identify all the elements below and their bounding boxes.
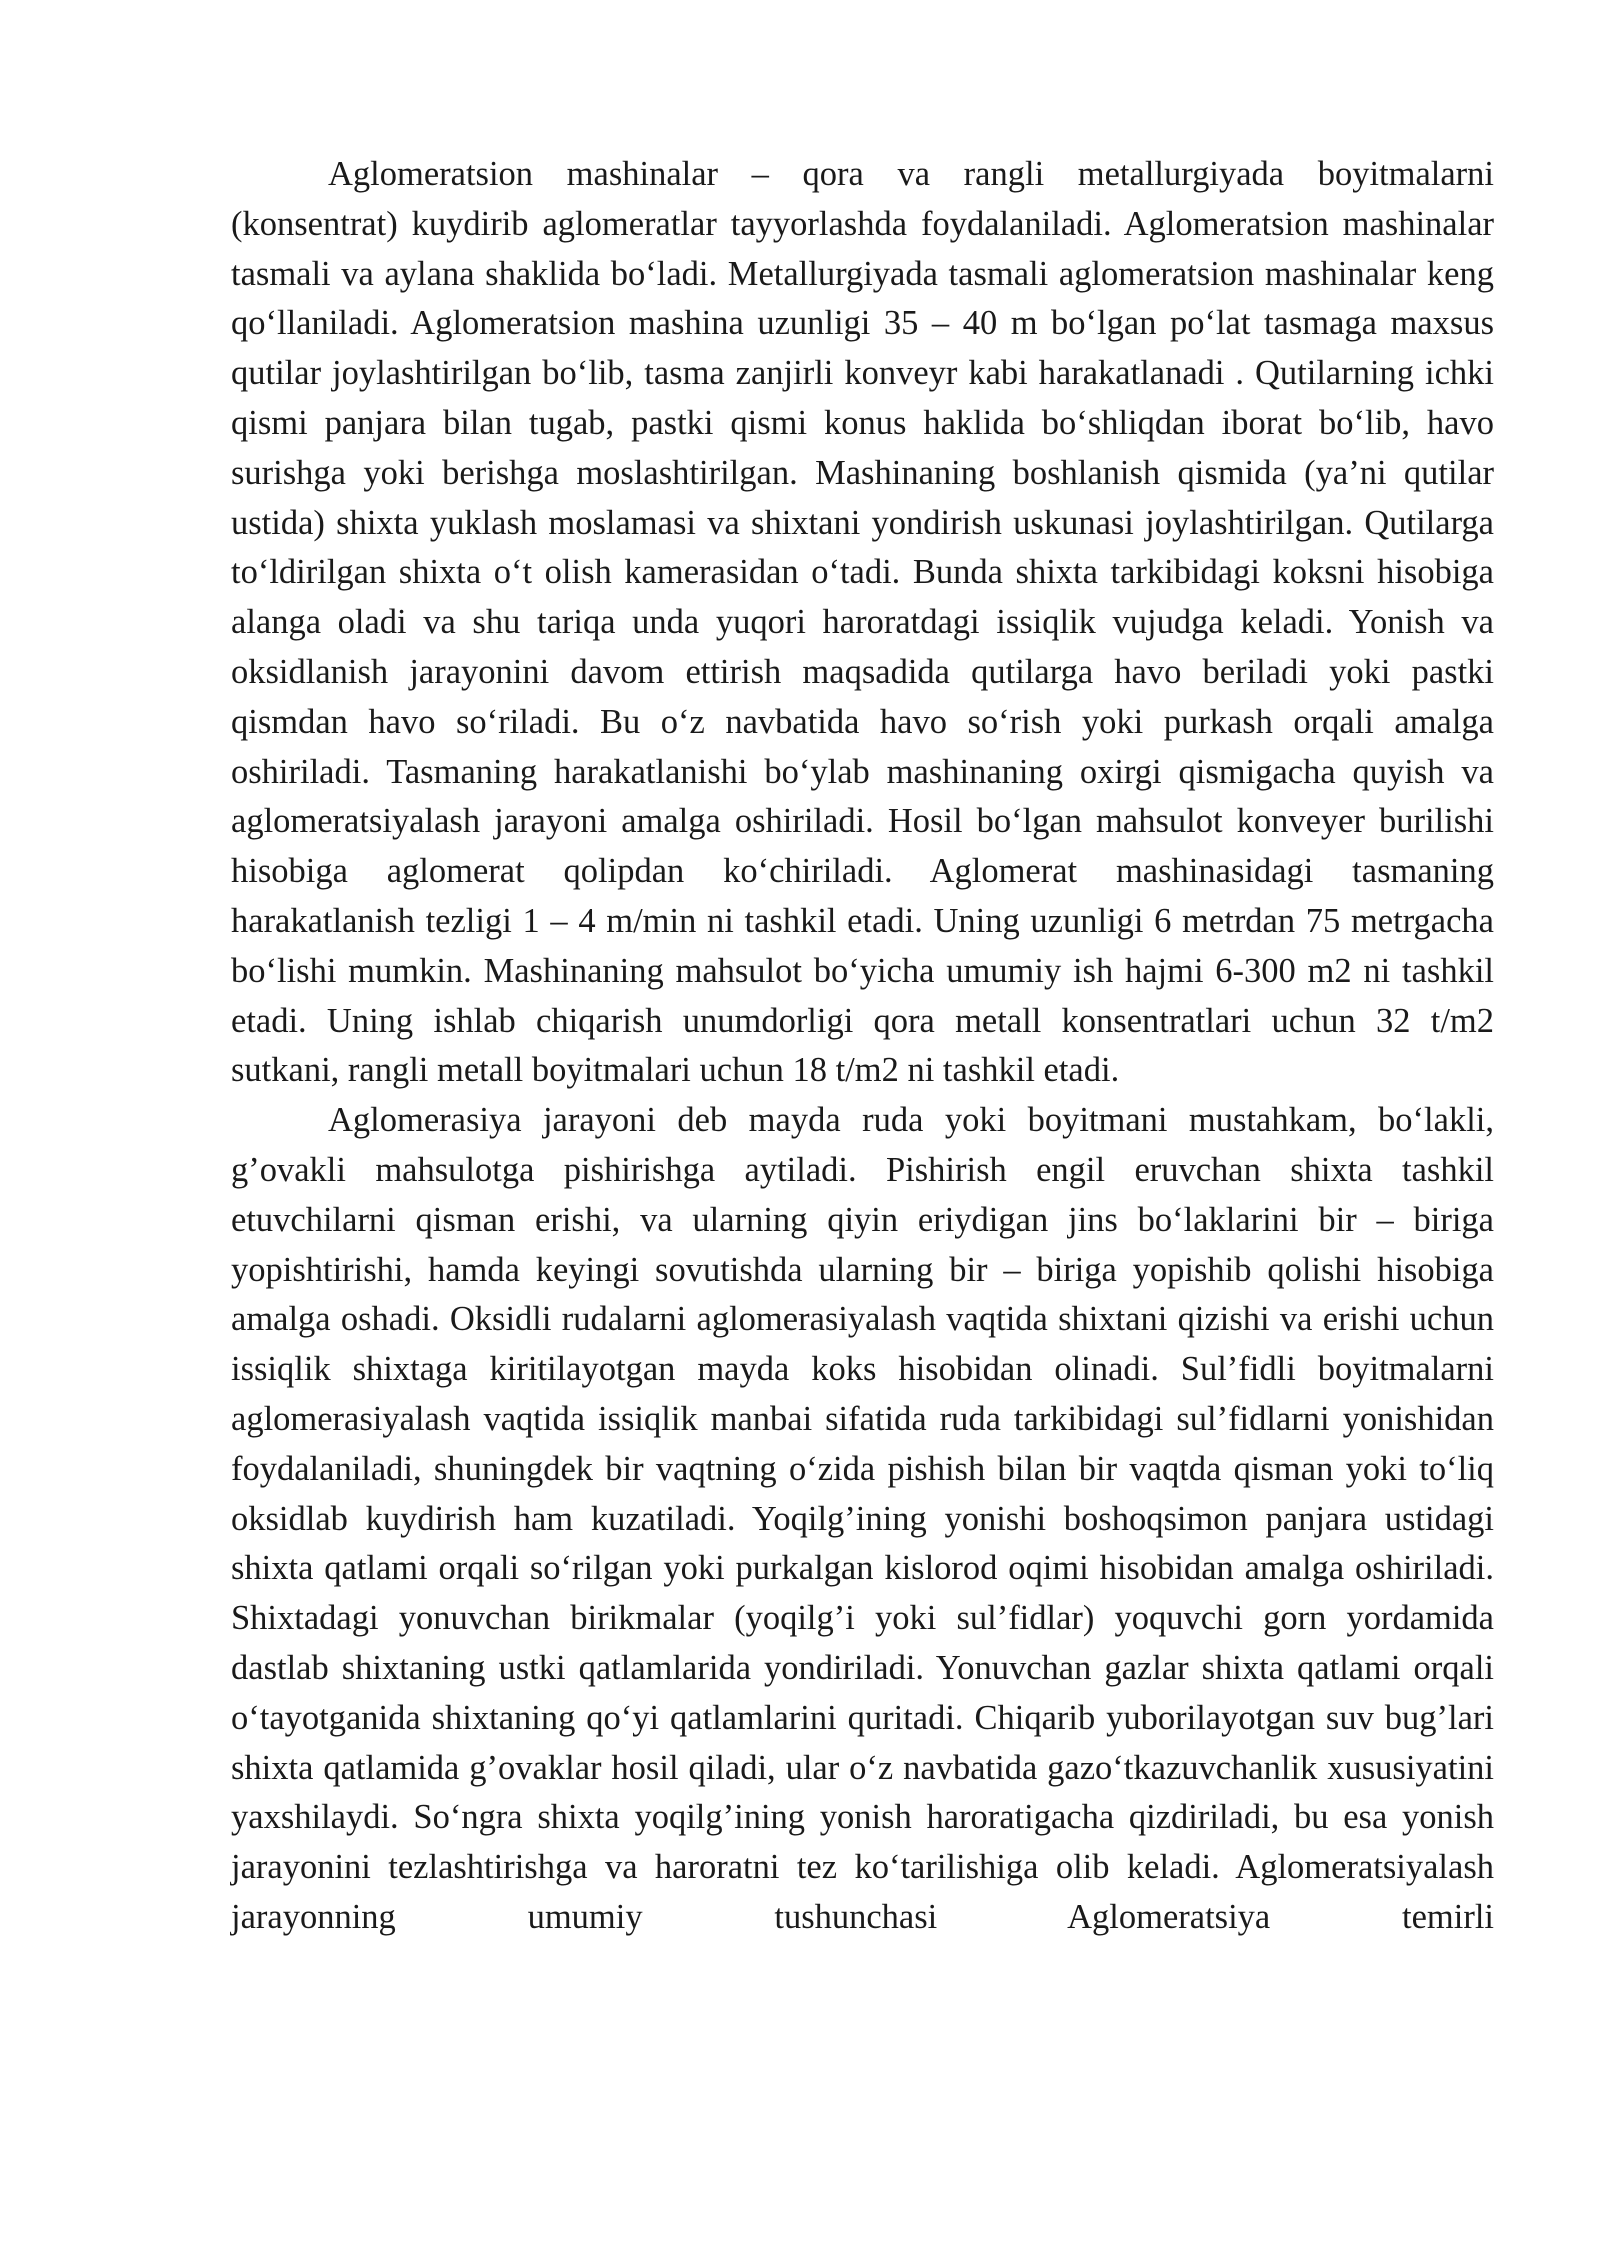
document-body <box>231 150 1494 1943</box>
paragraph-aglomerasiya-jarayoni: Aglomerasiya jarayoni deb mayda ruda yoki boyitmani mustahkam, boʻlakli, g’ovakli mahsulotga pishirishga aytiladi. Pishirish engil eruvchan shixta tashkil etuvchilarni qisman erishi, va ularning qiyin eriydigan jins boʻlaklarini bir – biriga yopishtirishi, hamda keyingi sovutishda ularning bir – biriga yopishib qolishi hisobiga amalga oshadi. Oksidli rudalarni aglomerasiyalash vaqtida shixtani qizishi va erishi uchun issiqlik shixtaga kiritilayotgan mayda koks hisobidan olinadi. Sul’fidli boyitmalarni aglomerasiyalash vaqtida issiqlik manbai sifatida ruda tarkibidagi sul’fidlarni yonishidan foydalaniladi, shuningdek bir vaqtning oʻzida pishish bilan bir vaqtda qisman yoki toʻliq oksidlab kuydirish ham kuzatiladi. Yoqilg’ining yonishi boshoqsimon panjara ustidagi shixta qatlami orqali soʻrilgan yoki purkalgan kislorod oqimi hisobidan amalga oshiriladi. Shixtadagi yonuvchan birikmalar (yoqilg’i yoki sul’fidlar) yoquvchi gorn yordamida dastlab shixtaning ustki qatlamlarida yondiriladi. Yonuvchan gazlar shixta qatlami orqali oʻtayotganida shixtaning qoʻyi qatlamlarini quritadi. Chiqarib yuborilayotgan suv bug’lari shixta qatlamida g’ovaklar hosil qiladi, ular oʻz navbatida gazoʻtkazuvchanlik xususiyatini yaxshilaydi. Soʻngra shixta yoqilg’ining yonish haroratigacha qizdiriladi, bu esa yonish jarayonini tezlashtirishga va haroratni tez koʻtarilishiga olib keladi. Aglomeratsiyalash jarayonning umumiy tushunchasi Aglomeratsiya temirli <box>231 1101 1494 1936</box>
paragraph-aglomeratsion-mashinalar: Aglomeratsion mashinalar – qora va rangli metallurgiyada boyitmalarni (konsentrat) kuydirib aglomeratlar tayyorlashda foydalaniladi. Aglomeratsion mashinalar tasmali va aylana shaklida boʻladi. Metallurgiyada tasmali aglomeratsion mashinalar keng qoʻllaniladi. Aglomeratsion mashina uzunligi 35 – 40 m boʻlgan poʻlat tasmaga maxsus qutilar joylashtirilgan boʻlib, tasma zanjirli konveyr kabi harakatlanadi . Qutilarning ichki qismi panjara bilan tugab, pastki qismi konus haklida boʻshliqdan iborat boʻlib, havo surishga yoki berishga moslashtirilgan. Mashinaning boshlanish qismida (ya’ni qutilar ustida) shixta yuklash moslamasi va shixtani yondirish uskunasi joylashtirilgan. Qutilarga toʻldirilgan shixta oʻt olish kamerasidan oʻtadi. Bunda shixta tarkibidagi koksni hisobiga alanga oladi va shu tariqa unda yuqori haroratdagi issiqlik vujudga keladi. Yonish va oksidlanish jarayonini davom ettirish maqsadida qutilarga havo beriladi yoki pastki qismdan havo soʻriladi. Bu oʻz navbatida havo soʻrish yoki purkash orqali amalga oshiriladi. Tasmaning harakatlanishi boʻylab mashinaning oxirgi qismigacha quyish va aglomeratsiyalash jarayoni amalga oshiriladi. Hosil boʻlgan mahsulot konveyer burilishi hisobiga aglomerat qolipdan koʻchiriladi. Aglomerat mashinasidagi tasmaning harakatlanish tezligi 1 – 4 m/min ni tashkil etadi. Uning uzunligi 6 metrdan 75 metrgacha boʻlishi mumkin. Mashinaning mahsulot boʻyicha umumiy ish hajmi 6-300 m2 ni tashkil etadi. Uning ishlab chiqarish unumdorligi qora metall konsentratlari uchun 32 t/m2 sutkani, rangli metall boyitmalari uchun 18 t/m2 ni tashkil etadi. <box>231 155 1494 1090</box>
